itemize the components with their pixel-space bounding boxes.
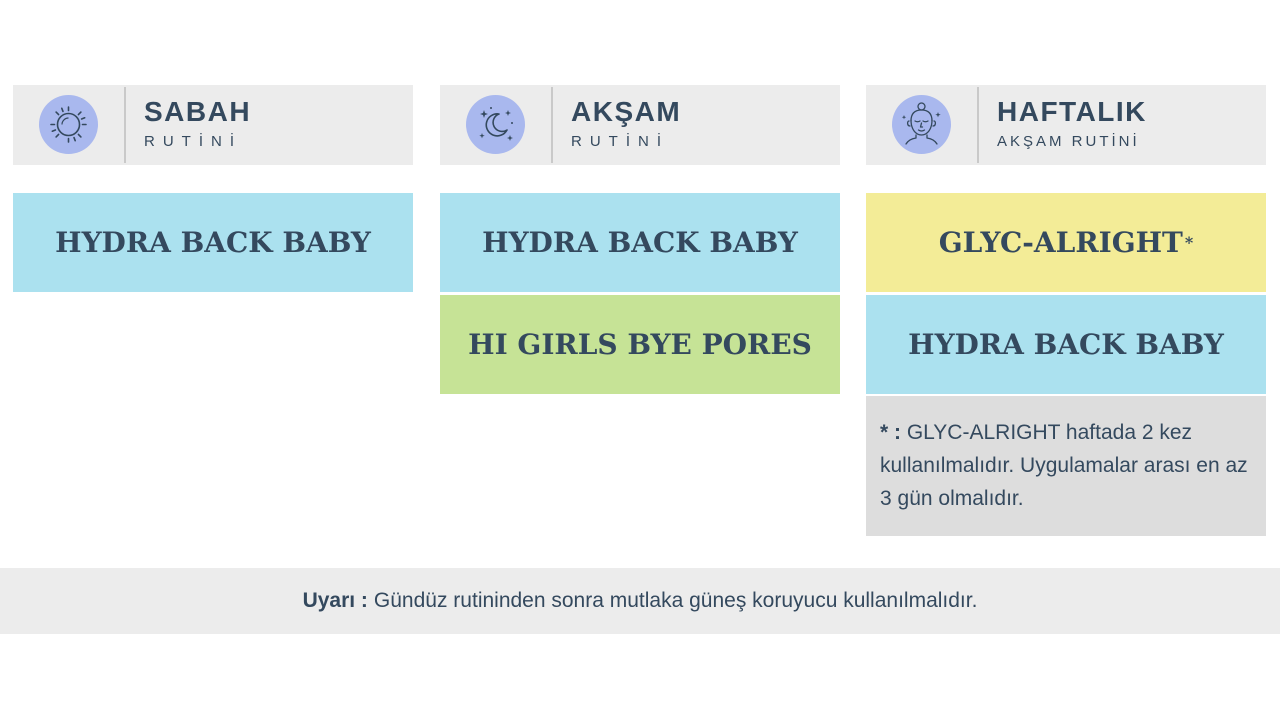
footnote-box — [866, 396, 1266, 536]
product-name: HYDRA BACK BABY — [482, 226, 798, 259]
footnote-marker: * — [1184, 233, 1194, 252]
footnote-text: GLYC-ALRIGHT haftada 2 kez kullanılmalıdır. Uygulamalar arası en az 3 gün olmalıdır. — [880, 421, 1248, 510]
header-subtitle: AKŞAM RUTİNİ — [997, 133, 1140, 150]
product-name: HI GIRLS BYE PORES — [468, 328, 812, 361]
product-card — [866, 193, 1266, 292]
product-card — [440, 295, 840, 394]
header-title: AKŞAM — [571, 96, 682, 127]
header-divider — [551, 87, 553, 163]
warning-bar — [0, 568, 1280, 634]
weekly-routine-header — [866, 85, 1266, 165]
evening-routine-header — [440, 85, 840, 165]
header-divider — [977, 87, 979, 163]
footnote-label: * : — [880, 421, 901, 444]
product-card — [13, 193, 413, 292]
moon-stars-icon — [466, 95, 525, 154]
header-title: HAFTALIK — [997, 96, 1147, 127]
header-divider — [124, 87, 126, 163]
warning-text: Gündüz rutininden sonra mutlaka güneş koruyucu kullanılmalıdır. — [373, 589, 978, 612]
header-title: SABAH — [144, 96, 252, 127]
header-subtitle: RUTİNİ — [144, 133, 242, 150]
product-card — [440, 193, 840, 292]
face-icon — [892, 95, 951, 154]
product-name: HYDRA BACK BABY — [908, 328, 1224, 361]
product-card — [866, 295, 1266, 394]
header-subtitle: RUTİNİ — [571, 133, 669, 150]
sun-icon — [39, 95, 98, 154]
morning-routine-header — [13, 85, 413, 165]
warning-label: Uyarı : — [302, 589, 368, 612]
product-name: HYDRA BACK BABY — [55, 226, 371, 259]
product-name: GLYC-ALRIGHT — [938, 226, 1183, 259]
